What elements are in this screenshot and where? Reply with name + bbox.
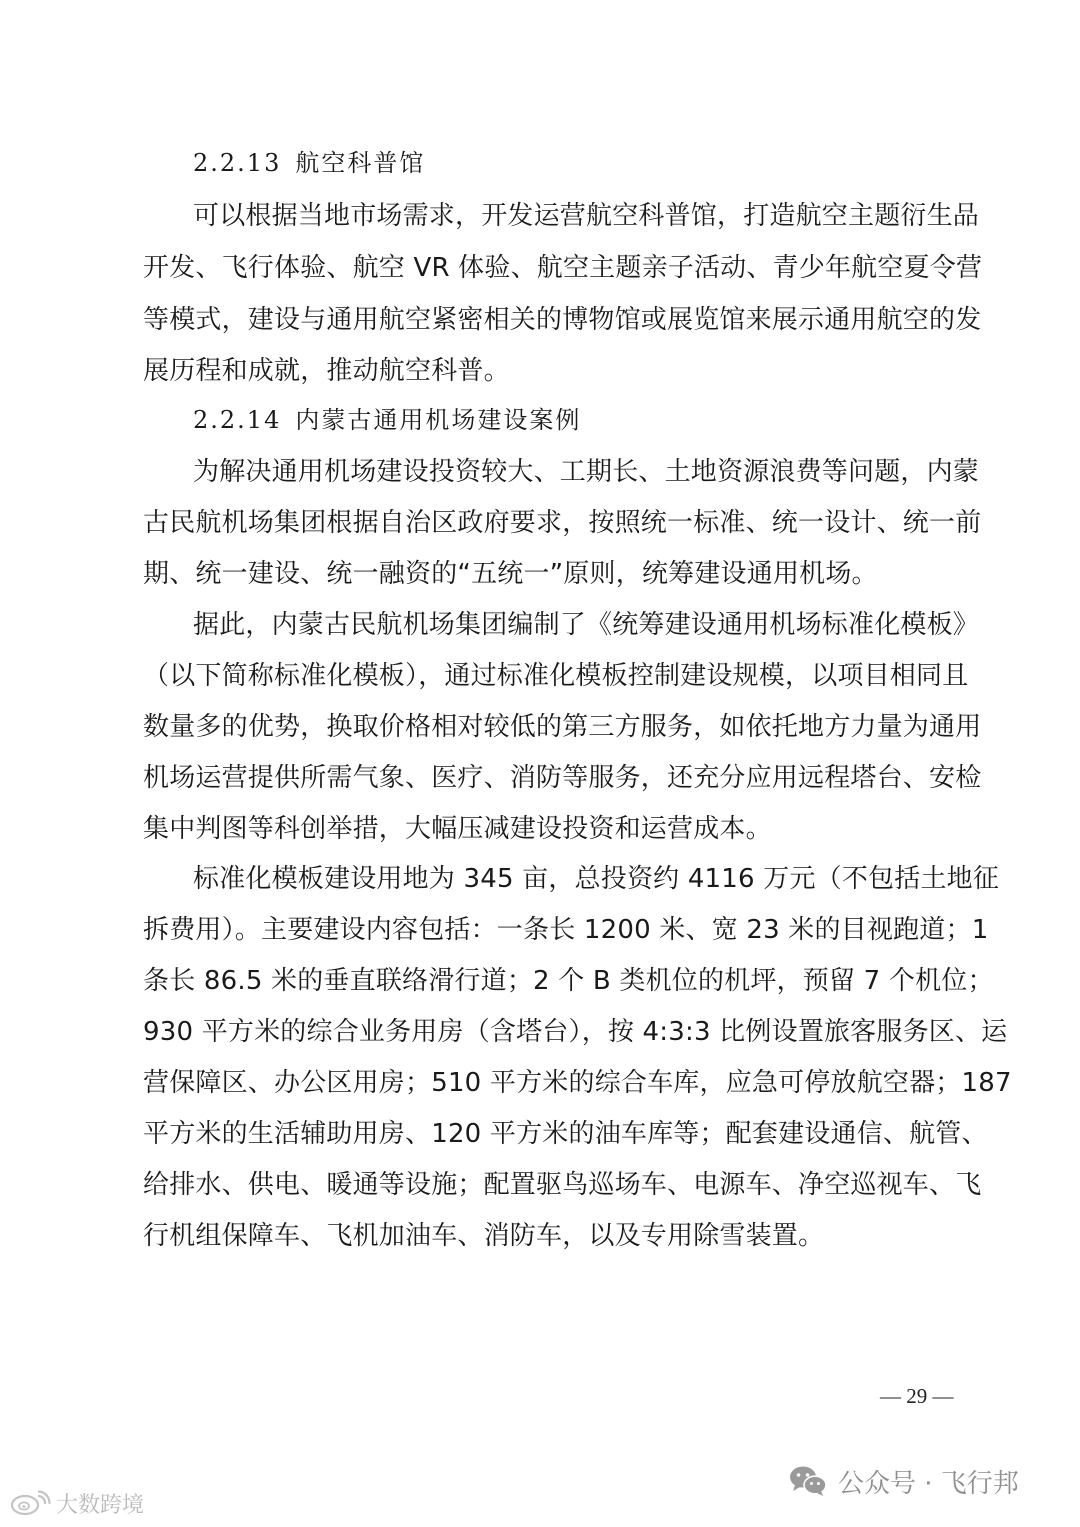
- section-heading-2-2-13: [193, 148, 425, 178]
- page-number: — 29 —: [880, 1384, 954, 1408]
- paragraph-line: 行机组保障车、飞机加油车、消防车，以及专用除雪装置。: [143, 1221, 825, 1251]
- paragraph-line: 标准化模板建设用地为 345 亩，总投资约 4116 万元（不包括土地征: [193, 864, 1000, 894]
- watermark-right-text: 公众号 · 飞行邦: [838, 1468, 1019, 1499]
- paragraph-line: 条长 86.5 米的垂直联络滑行道；2 个 B 类机位的机坪，预留 7 个机位；: [143, 966, 994, 996]
- section-heading-2-2-14: [193, 405, 581, 435]
- paragraph-line: 据此，内蒙古民航机场集团编制了《统筹建设通用机场标准化模板》: [193, 610, 980, 640]
- weibo-icon: [8, 1490, 52, 1516]
- watermark-left: [8, 1488, 144, 1518]
- paragraph-line: 数量多的优势，换取价格相对较低的第三方服务，如依托地方力量为通用: [143, 712, 982, 742]
- paragraph-line: 机场运营提供所需气象、医疗、消防等服务，还充分应用远程塔台、安检: [143, 763, 982, 793]
- section-title: 航空科普馆: [295, 149, 426, 177]
- paragraph-line: 为解决通用机场建设投资较大、工期长、土地资源浪费等问题，内蒙: [193, 457, 980, 487]
- paragraph-line: 930 平方米的综合业务用房（含塔台），按 4:3:3 比例设置旅客服务区、运: [143, 1017, 1008, 1047]
- section-title: 内蒙古通用机场建设案例: [295, 406, 582, 434]
- watermark-left-text: 大数跨境: [56, 1492, 145, 1518]
- paragraph-line: 开发、飞行体验、航空 VR 体验、航空主题亲子活动、青少年航空夏令营: [143, 253, 983, 283]
- paragraph-line: 平方米的生活辅助用房、120 平方米的油车库等；配套建设通信、航管、: [143, 1119, 988, 1149]
- paragraph-line: 期、统一建设、统一融资的“五统一”原则，统筹建设通用机场。: [143, 559, 878, 589]
- paragraph-line: 展历程和成就，推动航空科普。: [143, 356, 510, 386]
- section-number: 2.2.13: [193, 149, 282, 177]
- paragraph-line: 古民航机场集团根据自治区政府要求，按照统一标准、统一设计、统一前: [143, 508, 982, 538]
- paragraph-line: （以下简称标准化模板），通过标准化模板控制建设规模，以项目相同且: [143, 661, 969, 691]
- wechat-icon: [788, 1464, 828, 1498]
- paragraph-line: 营保障区、办公区用房；510 平方米的综合车库，应急可停放航空器；187: [143, 1068, 1012, 1098]
- paragraph-line: 拆费用）。主要建设内容包括：一条长 1200 米、宽 23 米的目视跑道；1: [143, 915, 989, 945]
- paragraph-line: 等模式，建设与通用航空紧密相关的博物馆或展览馆来展示通用航空的发: [143, 305, 982, 335]
- paragraph-line: 可以根据当地市场需求，开发运营航空科普馆，打造航空主题衍生品: [193, 201, 980, 231]
- section-number: 2.2.14: [193, 406, 282, 434]
- paragraph-line: 给排水、供电、暖通等设施；配置驱鸟巡场车、电源车、净空巡视车、飞: [143, 1170, 982, 1200]
- watermark-right: [788, 1461, 1019, 1501]
- paragraph-line: 集中判图等科创举措，大幅压减建设投资和运营成本。: [143, 814, 772, 844]
